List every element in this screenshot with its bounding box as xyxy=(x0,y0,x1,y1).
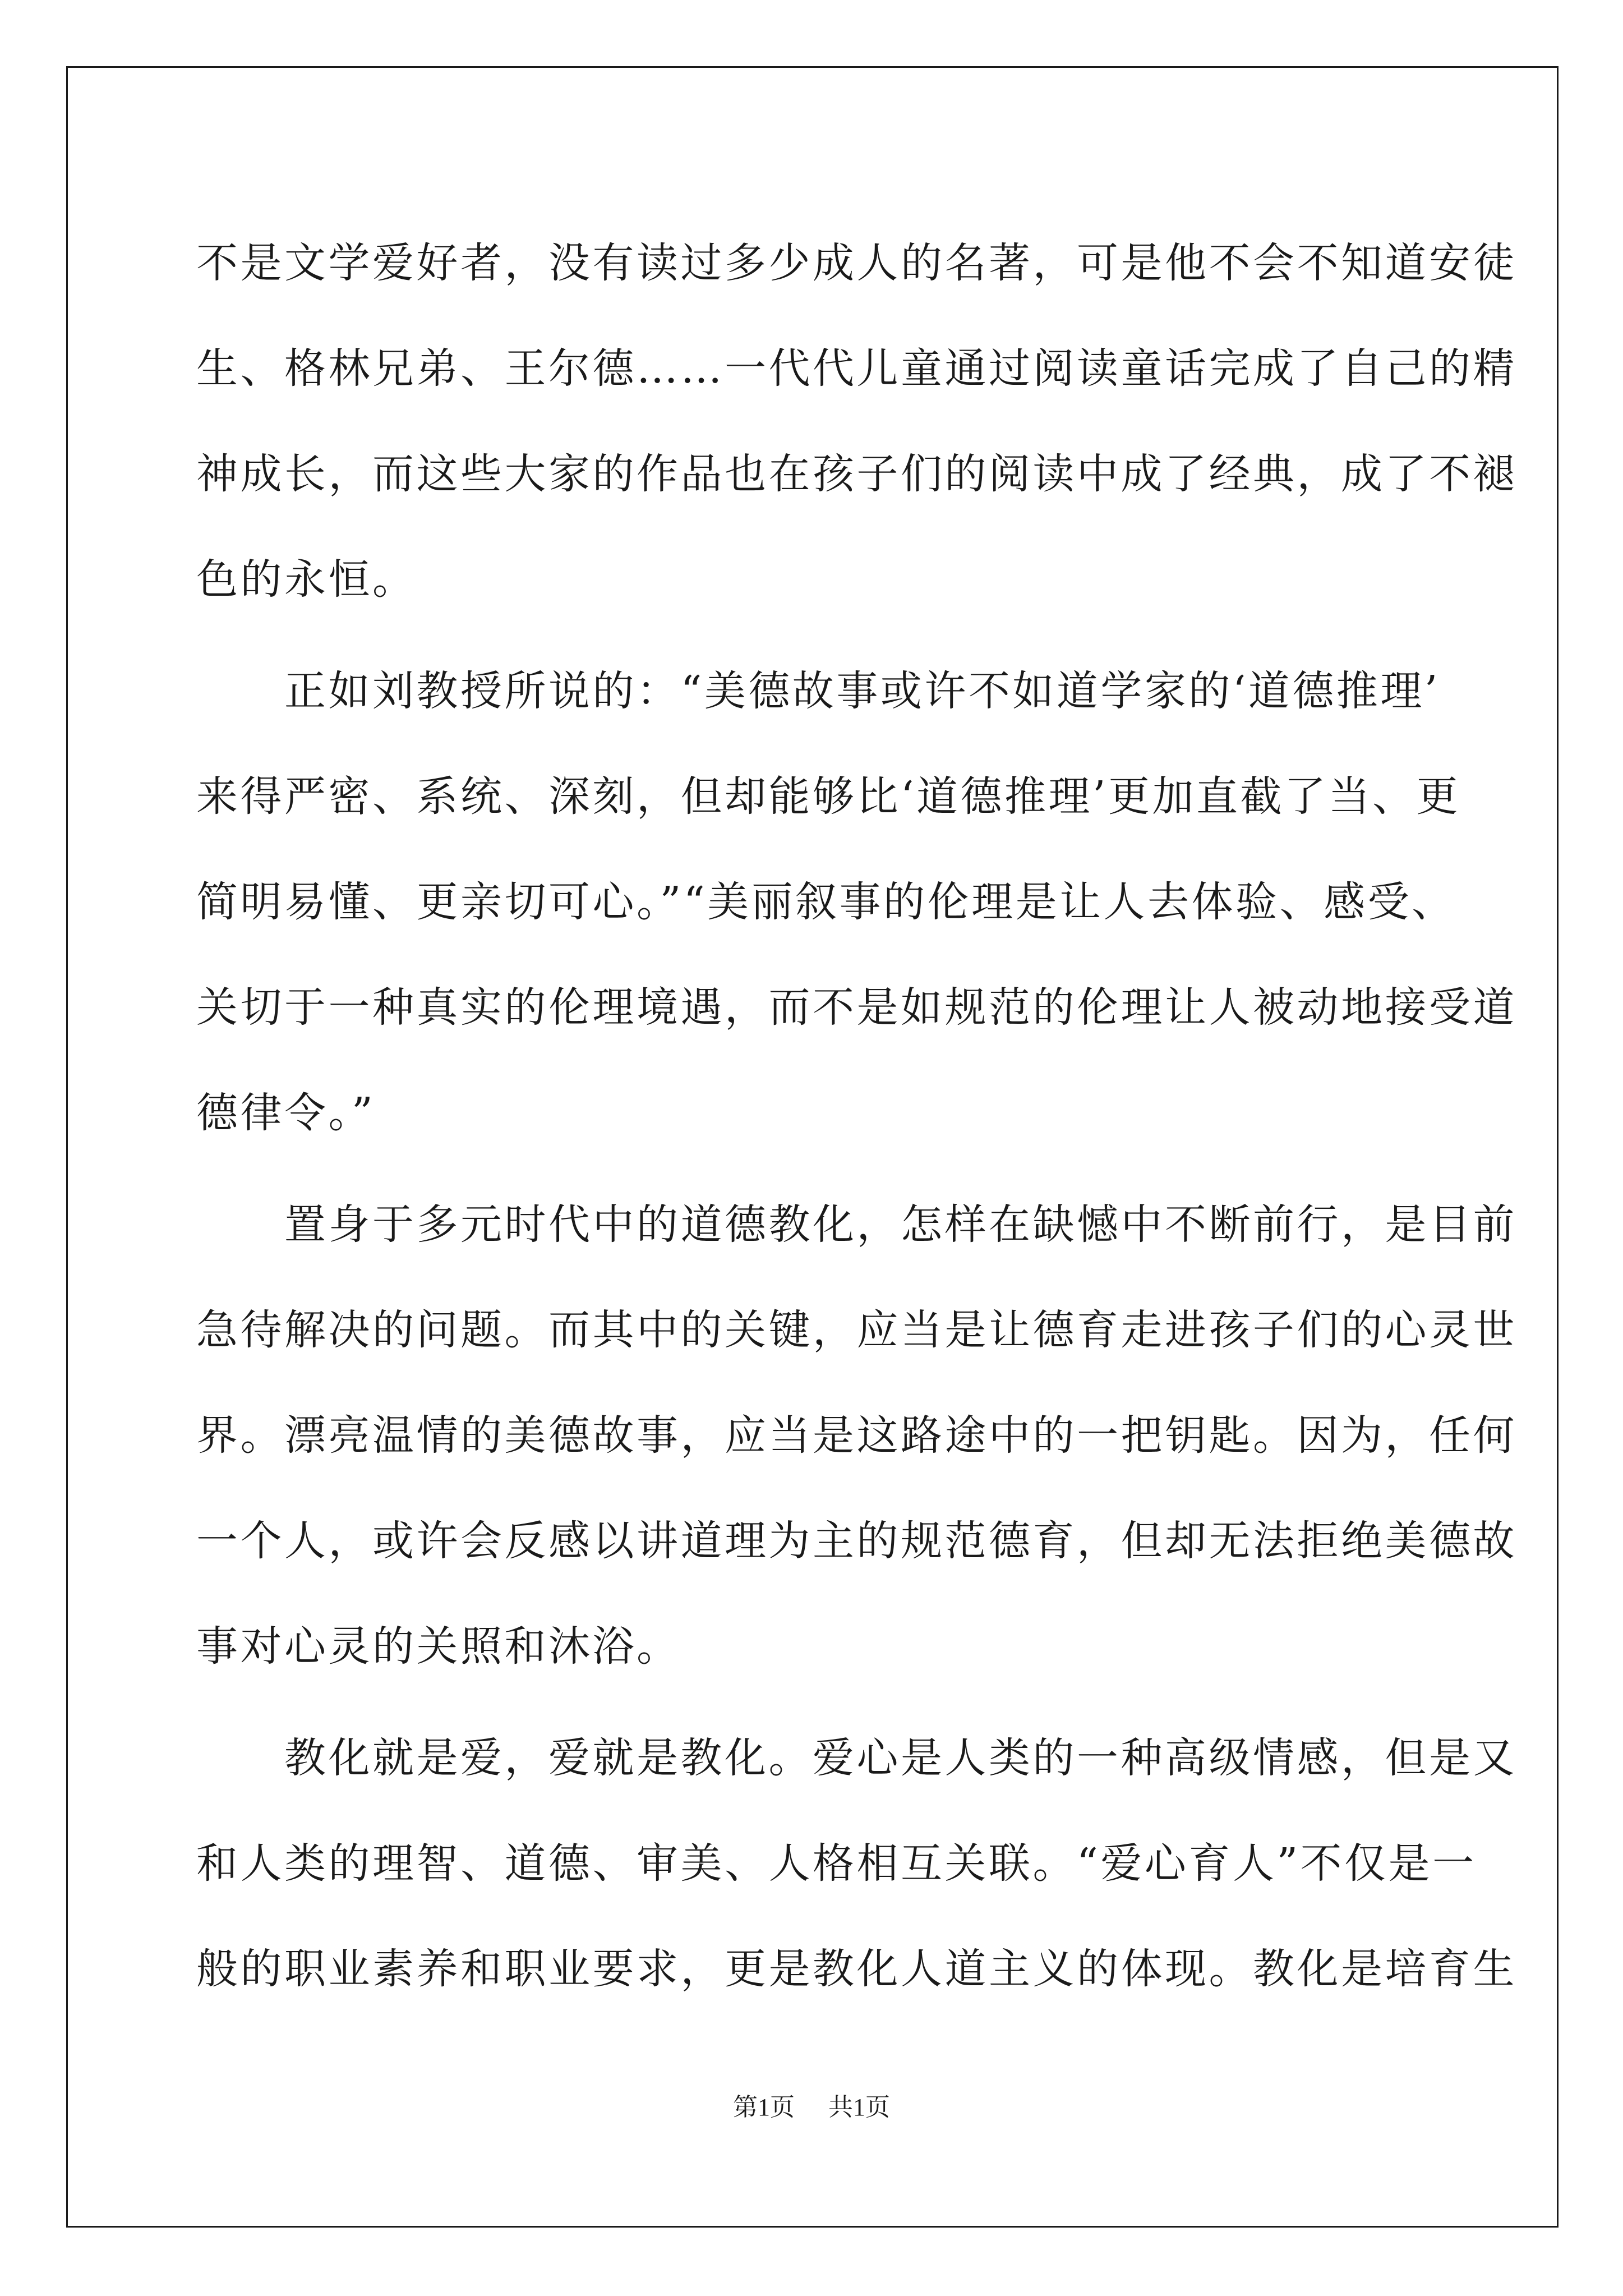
text-line: 界。漂亮温情的美德故事，应当是这路途中的一把钥匙。因为，任何 xyxy=(196,1411,1517,1460)
text-line: 关切于一种真实的伦理境遇，而不是如规范的伦理让人被动地接受道 xyxy=(196,983,1517,1032)
page-number: 第1页 xyxy=(733,2093,795,2121)
page-footer xyxy=(0,2087,1623,2123)
text-line: 事对心灵的关照和沐浴。 xyxy=(196,1622,681,1671)
text-line: 正如刘教授所说的：“美德故事或许不如道学家的‘道德推理’ xyxy=(196,667,1440,715)
text-line: 一个人，或许会反感以讲道理为主的规范德育，但却无法拒绝美德故 xyxy=(196,1517,1517,1565)
page-total: 共1页 xyxy=(828,2093,890,2121)
text-line: 德律令。” xyxy=(196,1089,376,1137)
text-line: 不是文学爱好者，没有读过多少成人的名著，可是他不会不知道安徒 xyxy=(196,239,1517,287)
text-line: 神成长，而这些大家的作品也在孩子们的阅读中成了经典，成了不褪 xyxy=(196,450,1517,498)
text-line: 色的永恒。 xyxy=(196,555,417,604)
text-line: 急待解决的问题。而其中的关键，应当是让德育走进孩子们的心灵世 xyxy=(196,1306,1517,1354)
text-line: 置身于多元时代中的道德教化，怎样在缺憾中不断前行，是目前 xyxy=(196,1200,1517,1249)
text-line: 和人类的理智、道德、审美、人格相互关联。“爱心育人”不仅是一 xyxy=(196,1839,1477,1888)
text-line: 教化就是爱，爱就是教化。爱心是人类的一种高级情感，但是又 xyxy=(196,1734,1517,1782)
text-line: 简明易懂、更亲切可心。”“美丽叙事的伦理是让人去体验、感受、 xyxy=(196,878,1456,926)
text-line: 生、格林兄弟、王尔德……一代代儿童通过阅读童话完成了自己的精 xyxy=(196,344,1517,393)
text-line: 来得严密、系统、深刻，但却能够比‘道德推理’更加直截了当、更 xyxy=(196,772,1461,821)
text-line: 般的职业素养和职业要求，更是教化人道主义的体现。教化是培育生 xyxy=(196,1945,1517,1993)
document-body xyxy=(196,210,1517,2022)
